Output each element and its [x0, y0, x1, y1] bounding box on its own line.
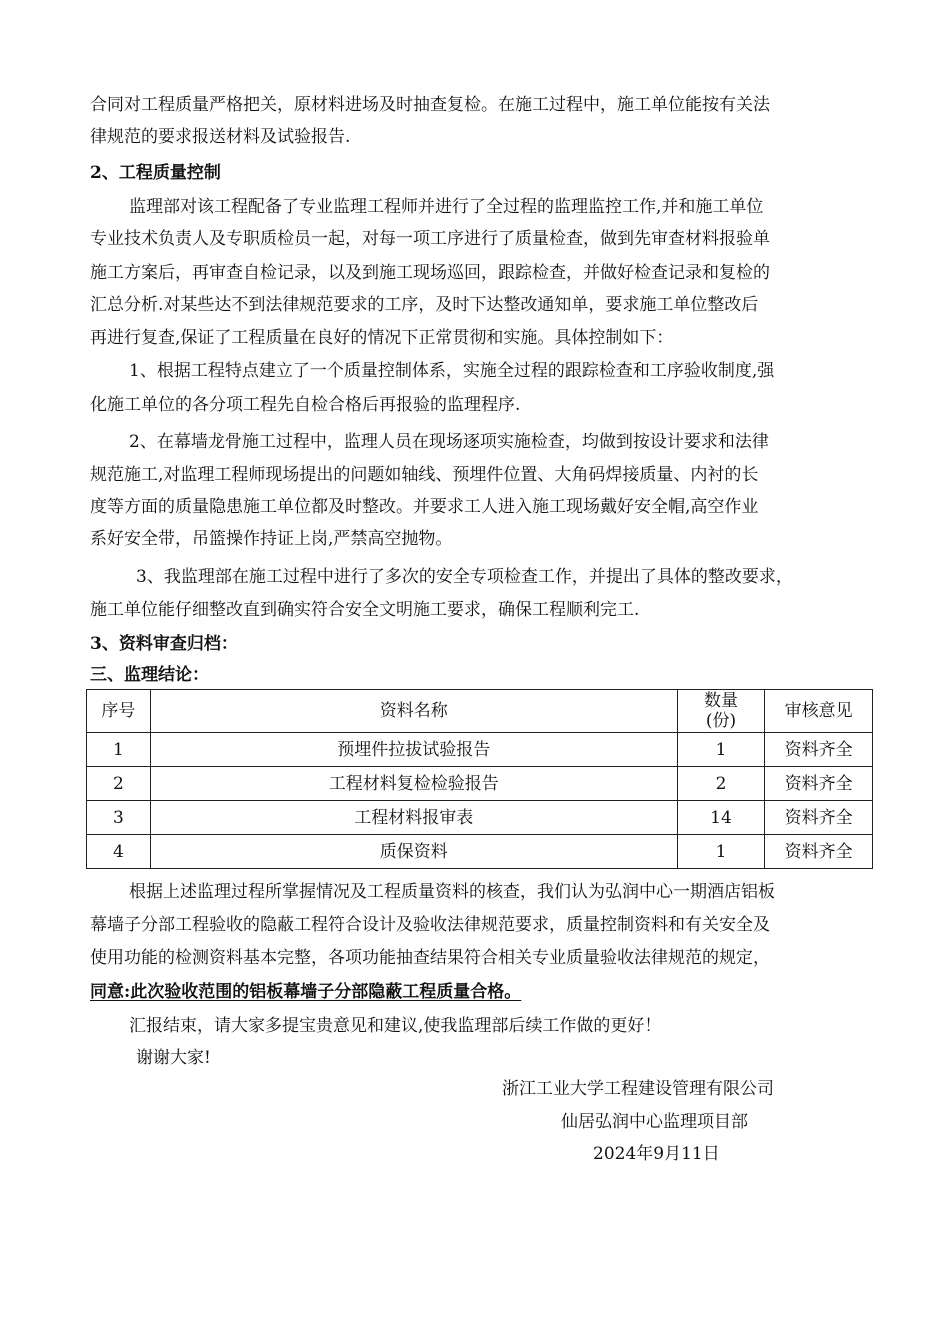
cell-review: 资料齐全 — [765, 767, 873, 801]
quality-item-2-line: 度等方面的质量隐患施工单位都及时整改。并要求工人进入施工现场戴好安全帽,高空作业 — [90, 497, 759, 517]
cell-review: 资料齐全 — [765, 835, 873, 869]
cell-review: 资料齐全 — [765, 733, 873, 767]
intro-line-1: 合同对工程质量严格把关，原材料进场及时抽查复检。在施工过程中，施工单位能按有关法 — [90, 95, 770, 115]
quality-item-1-line: 化施工单位的各分项工程先自检合格后再报验的监理程序. — [90, 395, 521, 415]
cell-quantity: 2 — [677, 767, 765, 801]
signature-company: 浙江工业大学工程建设管理有限公司 — [502, 1079, 774, 1099]
quality-item-2-line: 2、在幕墙龙骨施工过程中，监理人员在现场逐项实施检查，均做到按设计要求和法律 — [129, 432, 769, 452]
summary-line: 根据上述监理过程所掌握情况及工程质量资料的核查，我们认为弘润中心一期酒店铝板 — [129, 882, 775, 902]
table-row — [87, 835, 873, 869]
table-row — [87, 767, 873, 801]
column-header-review: 审核意见 — [765, 690, 873, 733]
cell-quantity: 1 — [677, 835, 765, 869]
quality-para-line: 再进行复查,保证了工程质量在良好的情况下正常贯彻和实施。具体控制如下： — [90, 328, 674, 348]
cell-quantity: 1 — [677, 733, 765, 767]
cell-index: 4 — [87, 835, 151, 869]
closing-remark: 汇报结束，请大家多提宝贵意见和建议,使我监理部后续工作做的更好！ — [129, 1016, 662, 1036]
thanks-text: 谢谢大家! — [136, 1048, 211, 1068]
column-header-name: 资料名称 — [150, 690, 677, 733]
cell-quantity: 14 — [677, 801, 765, 835]
signature-department: 仙居弘润中心监理项目部 — [561, 1112, 748, 1132]
column-header-quantity — [677, 690, 765, 733]
quality-item-2-line: 系好安全带，吊篮操作持证上岗,严禁高空抛物。 — [90, 529, 453, 549]
approval-statement: 同意:此次验收范围的铝板幕墙子分部隐蔽工程质量合格。 — [90, 982, 522, 1002]
cell-index: 2 — [87, 767, 151, 801]
quality-item-3-line: 施工单位能仔细整改直到确实符合安全文明施工要求，确保工程顺利完工. — [90, 600, 640, 620]
quality-para-line: 监理部对该工程配备了专业监理工程师并进行了全过程的监理监控工作,并和施工单位 — [129, 197, 764, 217]
quality-item-3-line: 3、我监理部在施工过程中进行了多次的安全专项检查工作，并提出了具体的整改要求， — [136, 567, 793, 587]
section-heading-archive: 3、资料审查归档： — [90, 634, 238, 654]
table-header-row — [87, 690, 873, 733]
quantity-header-line-2: (份) — [705, 711, 737, 731]
table-row — [87, 801, 873, 835]
signature-date: 2024年9月11日 — [593, 1144, 720, 1164]
quality-para-line: 汇总分析.对某些达不到法律规范要求的工序，及时下达整改通知单，要求施工单位整改后 — [90, 295, 759, 315]
quality-para-line: 施工方案后，再审查自检记录，以及到施工现场巡回，跟踪检查，并做好检查记录和复检的 — [90, 263, 770, 283]
quality-item-1-line: 1、根据工程特点建立了一个质量控制体系，实施全过程的跟踪检查和工序验收制度,强 — [129, 361, 775, 381]
cell-index: 1 — [87, 733, 151, 767]
quality-item-2-line: 规范施工,对监理工程师现场提出的问题如轴线、预埋件位置、大角码焊接质量、内衬的长 — [90, 465, 759, 485]
cell-index: 3 — [87, 801, 151, 835]
cell-name: 工程材料报审表 — [150, 801, 677, 835]
section-heading-conclusion: 三、监理结论： — [90, 665, 209, 685]
section-heading-quality: 2、工程质量控制 — [90, 163, 221, 183]
cell-review: 资料齐全 — [765, 801, 873, 835]
table-row — [87, 733, 873, 767]
summary-line: 使用功能的检测资料基本完整，各项功能抽查结果符合相关专业质量验收法律规范的规定， — [90, 948, 770, 968]
quantity-header-line-1: 数量 — [703, 691, 738, 711]
column-header-index: 序号 — [87, 690, 151, 733]
cell-name: 质保资料 — [150, 835, 677, 869]
cell-name: 工程材料复检检验报告 — [150, 767, 677, 801]
quality-para-line: 专业技术负责人及专职质检员一起，对每一项工序进行了质量检查，做到先审查材料报验单 — [90, 229, 770, 249]
intro-line-2: 律规范的要求报送材料及试验报告. — [90, 127, 351, 147]
cell-name: 预埋件拉拔试验报告 — [150, 733, 677, 767]
documents-table — [86, 689, 873, 869]
summary-line: 幕墙子分部工程验收的隐蔽工程符合设计及验收法律规范要求，质量控制资料和有关安全及 — [90, 915, 770, 935]
